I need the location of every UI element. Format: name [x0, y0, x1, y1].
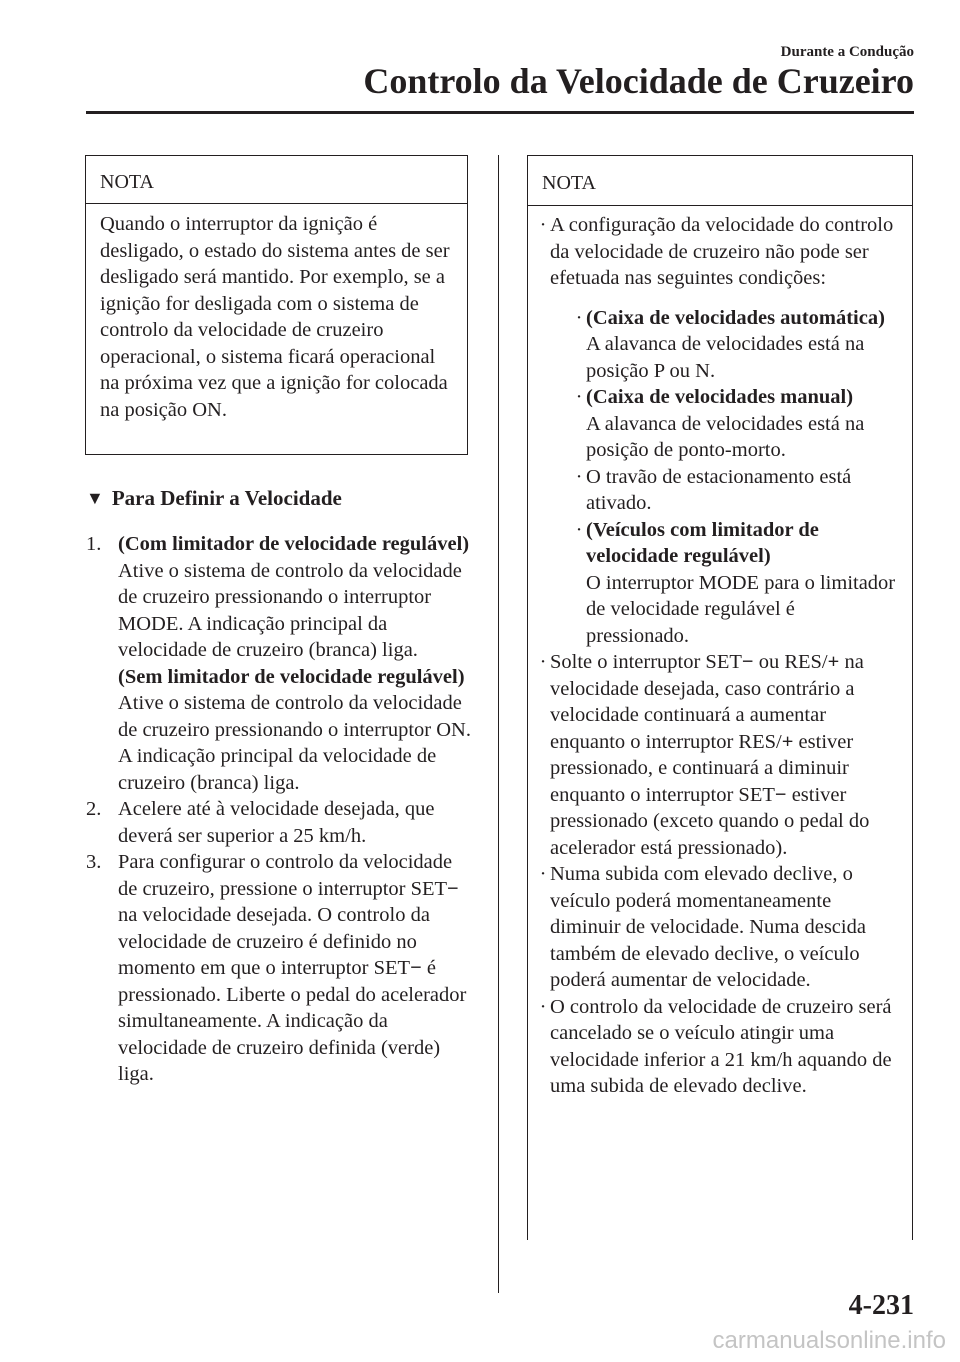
steps-list — [86, 531, 476, 1088]
sub-bullet — [572, 464, 902, 517]
sub-bullet-label: (Veículos com limitador de velocidade regulável) — [586, 518, 819, 567]
step-text: Para configurar o controlo da velocidade de cruzeiro, pressione o interruptor SET− na velocidade desejada. O controlo da velocidade de cruzeiro é definido no momento em que o interruptor SET− é pressionado. Liberte o pedal do acelerador simultaneamente. A indicação da velocidade de cruzeiro definida (verde) liga. — [118, 851, 467, 1085]
sub-bullet-text: A alavanca de velocidades está na posição P ou N. — [586, 333, 865, 382]
note-bullet — [536, 649, 902, 861]
step-label: (Sem limitador de velocidade regulável) — [118, 665, 465, 688]
sub-bullet — [572, 384, 902, 464]
step-label: (Com limitador de velocidade regulável) — [118, 533, 470, 555]
minus-icon: − — [447, 877, 459, 900]
sub-bullet-text: O interruptor MODE para o limitador de velocidade regulável é pressionado. — [586, 571, 896, 647]
note-box-right — [527, 155, 913, 1240]
bullet-text: A configuração da velocidade do controlo da velocidade de cruzeiro não pode ser efetuada nas seguintes condições: — [550, 214, 894, 289]
watermark: carmanualsonline.info — [712, 1327, 946, 1354]
sub-bullet — [572, 517, 902, 650]
header-divider — [86, 111, 914, 114]
sub-bullet-text: A alavanca de velocidades está na posição de ponto-morto. — [586, 412, 865, 461]
step-text: Ative o sistema de controlo da velocidade de cruzeiro pressionando o interruptor ON. A indicação principal da velocidade de cruzeiro (branca) liga. — [118, 692, 471, 794]
triangle-down-icon: ▼ — [86, 488, 104, 508]
column-divider — [498, 155, 499, 1293]
section-heading — [86, 486, 342, 511]
step-2 — [86, 796, 476, 849]
plus-icon: + — [827, 651, 840, 673]
section-label: Durante a Condução — [780, 44, 914, 60]
step-number: 3. — [86, 851, 102, 873]
sub-bullet-label: (Caixa de velocidades manual) — [586, 386, 854, 408]
step-number: 1. — [86, 533, 102, 555]
step-text: Ative o sistema de controlo da velocidade de cruzeiro pressionando o interruptor MODE. A indicação principal da velocidade de cruzeiro (branca) liga. — [118, 559, 462, 661]
minus-icon: − — [774, 783, 787, 806]
sub-bullet — [572, 305, 902, 385]
bullet-icon: · — [539, 863, 547, 885]
bullet-icon: · — [539, 214, 547, 236]
minus-icon: − — [410, 957, 422, 979]
bullet-text: Solte o interruptor SET− ou RES/+ na velocidade desejada, caso contrário a velocidade continuará a aumentar enquanto o interruptor RES/+ estiver pressionado, e continuará a diminuir enquanto o interruptor SET− estiver pressionado (exceto quando o pedal do acelerador está pressionado). — [550, 651, 870, 859]
step-text: Acelere até à velocidade desejada, que deverá ser superior a 25 km/h. — [118, 798, 435, 847]
step-3 — [86, 849, 476, 1088]
note-box-left — [85, 155, 468, 455]
sub-bullet-label: (Caixa de velocidades automática) — [586, 306, 885, 329]
minus-icon: − — [741, 651, 754, 673]
note-text: Quando o interruptor da ignição é desligado, o estado do sistema antes de ser desligado será mantido. Por exemplo, se a ignição for desligada com o sistema de controlo da velocidade de cruzeiro operacional, o sistema ficará operacional na próxima vez que a ignição for colocada na posição ON. — [100, 213, 450, 421]
note-bullet — [536, 994, 902, 1100]
bullet-icon: · — [575, 518, 583, 541]
note-bullet — [536, 212, 902, 649]
bullet-text: Numa subida com elevado declive, o veículo poderá momentaneamente diminuir de velocidade. Numa descida também de elevado declive, o veículo poderá aumentar de velocidade. — [550, 863, 866, 991]
bullet-icon: · — [575, 465, 583, 488]
section-heading-text: Para Definir a Velocidade — [111, 486, 342, 510]
note-bullet — [536, 861, 902, 994]
step-number: 2. — [86, 798, 102, 820]
bullet-icon: · — [539, 651, 547, 673]
page-title: Controlo da Velocidade de Cruzeiro — [363, 61, 914, 101]
step-1 — [86, 531, 476, 796]
note-title: NOTA — [86, 156, 467, 204]
bullet-icon: · — [575, 306, 583, 329]
plus-icon: + — [781, 730, 794, 753]
note-title: NOTA — [528, 156, 912, 206]
sub-bullet-text: O travão de estacionamento está ativado. — [586, 465, 852, 514]
bullet-text: O controlo da velocidade de cruzeiro será cancelado se o veículo atingir uma velocidade inferior a 21 km/h aquando de uma subida de elevado declive. — [550, 995, 892, 1097]
bullet-icon: · — [575, 386, 583, 408]
page-number: 4-231 — [848, 1290, 914, 1321]
bullet-icon: · — [539, 995, 547, 1018]
